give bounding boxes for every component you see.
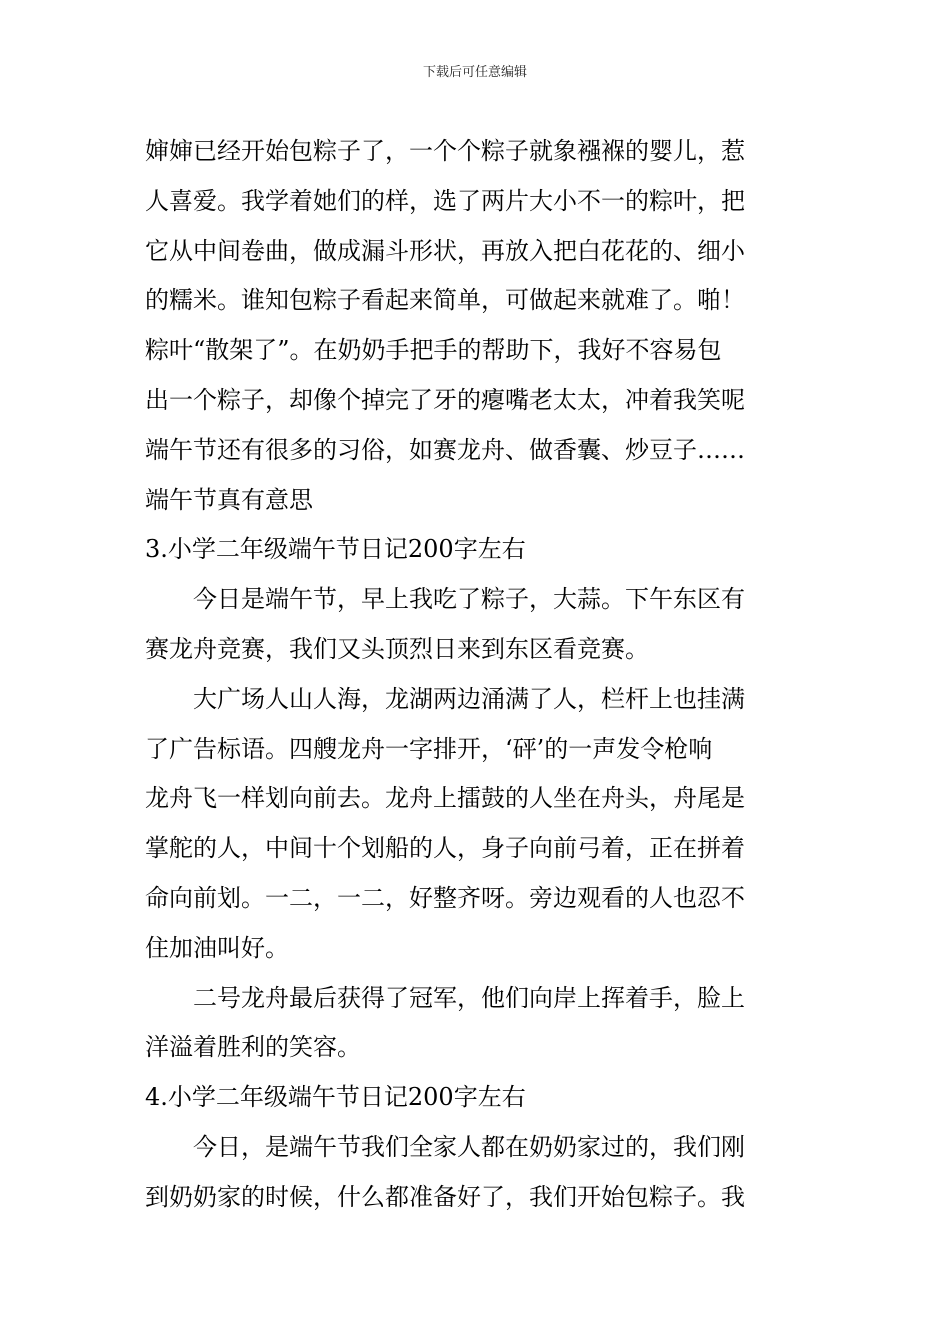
text-line: 了广告标语。四艘龙舟一字排开，‘砰’的一声发令枪响 (145, 734, 713, 763)
text-line: 掌舵的人，中间十个划船的人，身子向前弓着，正在拼着 (145, 834, 745, 863)
text-line: 二号龙舟最后获得了冠军，他们向岸上挥着手，脸上 (193, 983, 745, 1012)
text-line: 它从中间卷曲，做成漏斗形状，再放入把白花花的、细小 (145, 236, 745, 265)
text-line: 婶婶已经开始包粽子了，一个个粽子就象襁褓的婴儿，惹 (145, 137, 745, 165)
text-line: 3.小学二年级端午节日记200字左右 (145, 535, 526, 564)
page-header: 下载后可任意编辑 (422, 65, 527, 80)
text-line: 龙舟飞一样划向前去。龙舟上擂鼓的人坐在舟头，舟尾是 (145, 784, 745, 813)
text-line: 粽叶“散架了”。在奶奶手把手的帮助下，我好不容易包 (145, 336, 722, 365)
text-line: 赛龙舟竞赛，我们又头顶烈日来到东区看竞赛。 (145, 634, 649, 663)
text-line: 命向前划。一二，一二，好整齐呀。旁边观看的人也忍不 (145, 883, 745, 912)
text-line: 大广场人山人海，龙湖两边涌满了人，栏杆上也挂满 (193, 684, 745, 713)
text-line: 今日是端午节，早上我吃了粽子，大蒜。下午东区有 (193, 585, 745, 614)
text-line: 的糯米。谁知包粽子看起来简单，可做起来就难了。啪！ (145, 286, 745, 315)
text-line: 出一个粽子，却像个掉完了牙的瘪嘴老太太，冲着我笑呢 (145, 385, 745, 414)
text-line: 4.小学二年级端午节日记200字左右 (145, 1083, 526, 1112)
text-line: 住加油叫好。 (145, 933, 289, 962)
text-line: 端午节还有很多的习俗，如赛龙舟、做香囊、炒豆子…… (145, 435, 745, 464)
text-line: 到奶奶家的时候，什么都准备好了，我们开始包粽子。我 (145, 1182, 745, 1211)
document-body (145, 127, 810, 1223)
text-line: 人喜爱。我学着她们的样，选了两片大小不一的粽叶，把 (145, 186, 745, 215)
text-line: 今日，是端午节我们全家人都在奶奶家过的，我们刚 (193, 1132, 745, 1161)
text-line: 洋溢着胜利的笑容。 (145, 1033, 361, 1062)
text-line: 端午节真有意思 (145, 485, 313, 514)
